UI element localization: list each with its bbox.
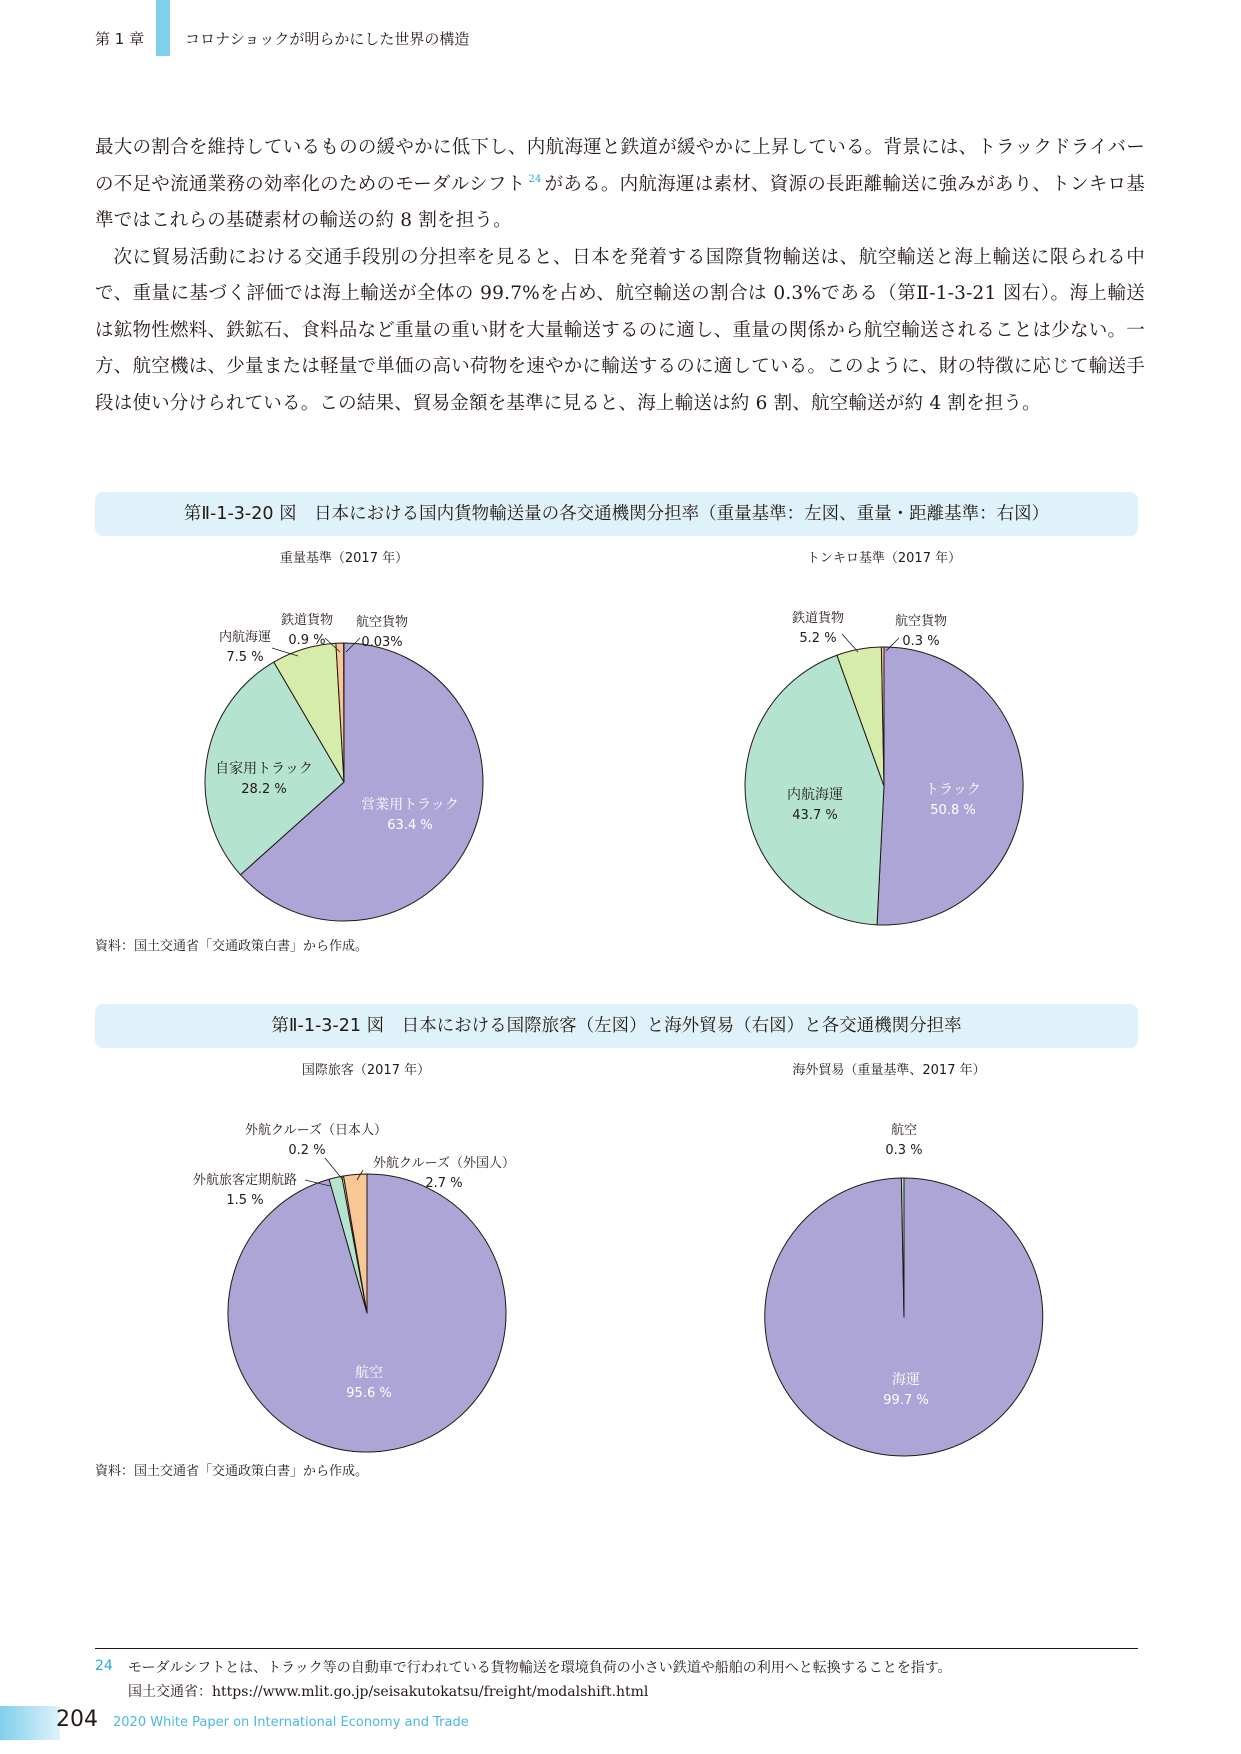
page-number: 204	[56, 1707, 98, 1732]
slice-value-rail: 0.9 %	[288, 633, 326, 648]
figure-2-source: 資料：国土交通省「交通政策白書」から作成。	[95, 1464, 369, 1479]
slice-value-coastal: 7.5 %	[226, 650, 264, 665]
footer-accent-bar	[0, 1706, 60, 1740]
slice-label-truck: トラック	[925, 782, 981, 798]
slice-value-cruise-jp: 0.2 %	[288, 1143, 326, 1158]
footnote-text	[128, 1656, 952, 1704]
slice-label-cruise-jp: 外航クルーズ（日本人）	[245, 1123, 387, 1138]
figure-2-title: 第Ⅱ-1-3-21 図 日本における国際旅客（左図）と海外貿易（右図）と各交通機関分担率	[95, 1004, 1138, 1048]
footnote-number: 24	[95, 1658, 113, 1674]
paragraph-2: 次に貿易活動における交通手段別の分担率を見ると、日本を発着する国際貨物輸送は、航空輸送と海上輸送に限られる中で、重量に基づく評価では海上輸送が全体の 99.7%を占め、航空輸送の割合は 0.3%である（第Ⅱ-1-3-21 図右）。海上輸送は鉱物性燃料、鉄鉱石、食料品など重量の重い財を大量輸送するのに適し、重量の関係から航空輸送されることは少ない。一方、航空機は、少量または軽量で単価の高い荷物を速やかに輸送するのに適している。このように、財の特徴に応じて輸送手段は使い分けられている。この結果、貿易金額を基準に見ると、海上輸送は約 6 割、航空輸送が約 4 割を担う。	[95, 246, 1145, 414]
slice-value-air-3: 95.6 %	[346, 1386, 392, 1401]
slice-value-ferry: 1.5 %	[226, 1193, 264, 1208]
footnote-ref[interactable]: 24	[528, 174, 542, 186]
chart-2-title: トンキロ基準（2017 年）	[806, 551, 962, 566]
slice-value-sea: 99.7 %	[883, 1393, 929, 1408]
slice-label-rail: 鉄道貨物	[280, 613, 334, 628]
pie-chart-trade	[765, 1178, 1043, 1456]
slice-value-private-truck: 28.2 %	[241, 782, 287, 797]
slice-label-coastal: 内航海運	[218, 630, 272, 645]
slice-label-sea: 海運	[892, 1372, 920, 1388]
leader-line-cruise-jp	[325, 1158, 343, 1180]
figure-1-source: 資料：国土交通省「交通政策白書」から作成。	[95, 939, 369, 954]
slice-label-commercial-truck: 営業用トラック	[361, 797, 459, 813]
slice-value-coastal-2: 43.7 %	[792, 808, 838, 823]
slice-value-cruise-foreign: 2.7 %	[425, 1176, 463, 1191]
leader-line-rail-2	[842, 634, 858, 652]
footnote-line-2[interactable]: 国土交通省：https://www.mlit.go.jp/seisakutokatsu/freight/modalshift.html	[128, 1684, 649, 1700]
slice-label-cruise-foreign: 外航クルーズ（外国人）	[373, 1156, 515, 1171]
slice-label-coastal-2: 内航海運	[787, 787, 843, 803]
footer-title: 2020 White Paper on International Economy and Trade	[113, 1715, 469, 1730]
slice-value-commercial-truck: 63.4 %	[387, 818, 433, 833]
pie-chart-tonkm	[745, 647, 1023, 925]
slice-label-air: 航空貨物	[355, 615, 409, 630]
pie-chart-passengers	[228, 1174, 506, 1452]
slice-label-air-2: 航空貨物	[894, 614, 948, 629]
slice-value-truck: 50.8 %	[930, 803, 976, 818]
slice-value-air-4: 0.3 %	[885, 1143, 923, 1158]
slice-label-private-truck: 自家用トラック	[215, 761, 313, 777]
footnote-line-1: モーダルシフトとは、トラック等の自動車で行われている貨物輸送を環境負荷の小さい鉄道や船舶の利用へと転換することを指す。	[128, 1660, 952, 1676]
slice-label-air-3: 航空	[355, 1365, 383, 1381]
slice-label-ferry: 外航旅客定期航路	[192, 1173, 298, 1188]
slice-label-rail-2: 鉄道貨物	[791, 611, 845, 626]
footnote-divider	[95, 1648, 1138, 1649]
chart-4-title: 海外貿易（重量基準、2017 年）	[792, 1063, 986, 1078]
slice-label-air-4: 航空	[890, 1123, 918, 1138]
chart-3-title: 国際旅客（2017 年）	[301, 1063, 431, 1078]
figure-1-title: 第Ⅱ-1-3-20 図 日本における国内貨物輸送量の各交通機関分担率（重量基準：左図、重量・距離基準：右図）	[95, 492, 1138, 536]
paragraph-1-text: 最大の割合を維持しているものの緩やかに低下し、内航海運と鉄道が緩やかに上昇している。背景には、トラックドライバーの不足や流通業務の効率化のためのモーダルシフト	[95, 137, 1145, 195]
slice-value-air-2: 0.3 %	[902, 634, 940, 649]
chapter-title: コロナショックが明らかにした世界の構造	[185, 30, 470, 48]
chart-1-title: 重量基準（2017 年）	[279, 551, 409, 566]
paragraph-1-rest: がある。内航海運は素材、資源の長距離輸送に強みがあり、トンキロ基準ではこれらの基礎素材の輸送の約 8 割を担う。	[95, 173, 1145, 231]
slice-value-air: 0.03%	[361, 635, 403, 650]
slice-value-rail-2: 5.2 %	[799, 631, 837, 646]
chapter-label: 第 1 章	[95, 30, 145, 48]
